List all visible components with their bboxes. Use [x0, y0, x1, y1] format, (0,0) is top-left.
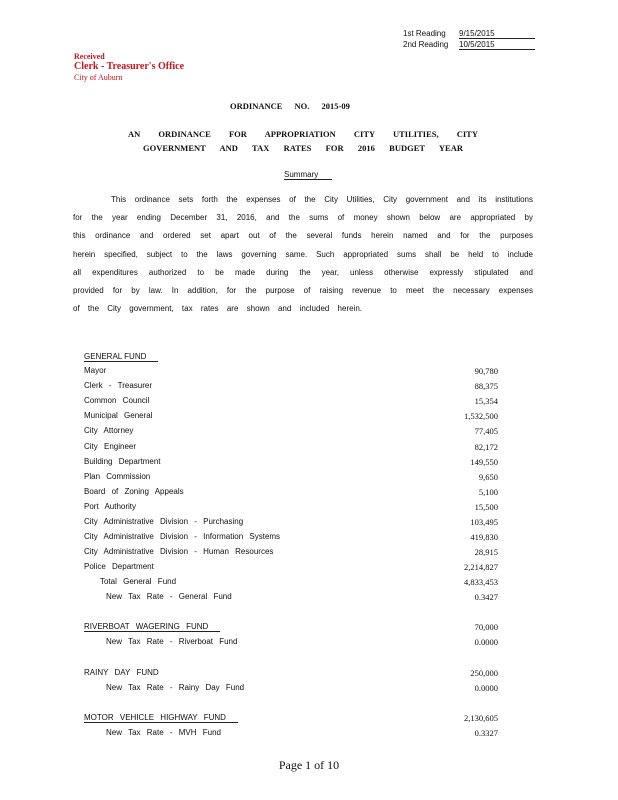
summary-text: This ordinance sets forth the expenses of the City Utilities, City government and its institutions for the year ending December 31, 2016, and the sums of money shown below are appropriated by this ordinance and ordered set apart out of the several funds herein named and for the purposes herein specified, subject to the laws governing same. Such appropriated sums shall be held to include all expenditures authorized to be made during the year, unless otherwise expressly stipulated and provided for by law. In addition, for the purpose of raising revenue to meet the necessary expenses of the City government, tax rates are shown and included herein. — [73, 195, 533, 314]
riverboat-row — [84, 622, 498, 637]
riverboat-rate-label: New Tax Rate - Riverboat Fund — [106, 637, 238, 646]
general-fund-item-label: City Administrative Division - Human Resources — [84, 547, 274, 557]
general-fund-item-amount: 5,100 — [478, 486, 498, 497]
mvh-amount: 2,130,605 — [464, 713, 498, 723]
general-fund-item-label: Board of Zoning Appeals — [84, 486, 184, 496]
received-stamp — [74, 52, 184, 83]
general-fund-item-amount: 1,532,500 — [464, 411, 498, 422]
general-fund-item-label: Clerk - Treasurer — [84, 381, 153, 391]
general-fund-item-row — [84, 411, 498, 426]
general-fund-item-row — [84, 502, 498, 517]
summary-heading: Summary — [284, 170, 332, 180]
mvh-row — [84, 713, 498, 728]
general-fund-item-amount: 15,354 — [474, 396, 498, 407]
ordinance-number: ORDINANCE NO. 2015-09 — [230, 101, 350, 111]
rainy-day-rate-label: New Tax Rate - Rainy Day Fund — [106, 683, 245, 692]
first-reading-date: 9/15/2015 — [459, 29, 535, 39]
stamp-line-1: Received — [74, 52, 105, 61]
general-fund-item-label: City Administrative Division - Purchasing — [84, 517, 244, 526]
mvh-rate-label: New Tax Rate - MVH Fund — [106, 728, 221, 737]
rainy-day-rate-row — [84, 683, 498, 698]
second-reading-date: 10/5/2015 — [459, 40, 535, 50]
general-fund-item-label: City Attorney — [84, 426, 134, 436]
rainy-day-rate-amount: 0.0000 — [474, 683, 498, 693]
riverboat-rate-amount: 0.0000 — [474, 637, 498, 647]
stamp-line-2: Clerk - Treasurer's Office — [74, 61, 185, 72]
ordinance-title-line-1: AN ORDINANCE FOR APPROPRIATION CITY UTILITIES, CITY — [128, 129, 478, 139]
general-fund-item-amount: 103,495 — [470, 517, 498, 527]
general-fund-item-row — [84, 457, 498, 472]
rainy-day-amount: 250,000 — [470, 668, 498, 678]
general-fund-item-row — [84, 472, 498, 487]
page-footer: Page 1 of 10 — [278, 758, 340, 772]
general-fund-item-row — [84, 381, 498, 396]
general-fund-item-row — [84, 426, 498, 441]
riverboat-rate-row — [84, 637, 498, 652]
general-fund-item-amount: 77,405 — [474, 426, 498, 437]
general-fund-rate-amount: 0.3427 — [474, 592, 498, 602]
general-fund-total-row — [84, 577, 498, 592]
general-fund-item-row — [84, 366, 498, 381]
general-fund-item-row — [84, 547, 498, 562]
general-fund-item-amount: 90,780 — [474, 366, 498, 376]
rainy-day-row — [84, 668, 498, 683]
general-fund-heading: GENERAL FUND — [84, 352, 158, 362]
general-fund-item-label: Common Council — [84, 396, 150, 406]
general-fund-total-amount: 4,833,453 — [464, 577, 498, 587]
general-fund-item-label: Port Authority — [84, 501, 137, 511]
general-fund-item-amount: 82,172 — [474, 441, 498, 452]
stamp-line-3: City of Auburn — [74, 73, 123, 82]
first-reading-label: 1st Reading — [403, 29, 446, 38]
general-fund-item-row — [84, 487, 498, 502]
general-fund-item-amount: 9,650 — [478, 471, 498, 482]
riverboat-heading: RIVERBOAT WAGERING FUND — [84, 622, 220, 632]
general-fund-item-row — [84, 396, 498, 411]
mvh-heading: MOTOR VEHICLE HIGHWAY FUND — [84, 713, 238, 723]
general-fund-item-row — [84, 562, 498, 577]
general-fund-item-amount: 15,500 — [474, 501, 498, 512]
mvh-rate-amount: 0.3327 — [474, 728, 498, 738]
general-fund-item-row — [84, 517, 498, 532]
summary-paragraph — [73, 191, 533, 318]
general-fund-item-label: Police Department — [84, 562, 154, 572]
second-reading-label: 2nd Reading — [403, 40, 449, 49]
general-fund-item-amount: 419,830 — [470, 532, 498, 543]
general-fund-rate-label: New Tax Rate - General Fund — [106, 592, 232, 601]
general-fund-item-amount: 28,915 — [474, 547, 498, 558]
general-fund-total-label: Total General Fund — [100, 577, 177, 586]
mvh-rate-row — [84, 728, 498, 743]
ordinance-title-line-2: GOVERNMENT AND TAX RATES FOR 2016 BUDGET YEAR — [143, 143, 463, 153]
general-fund-item-amount: 88,375 — [474, 381, 498, 392]
general-fund-item-label: Mayor — [84, 366, 107, 375]
general-fund-item-row — [84, 532, 498, 547]
general-fund-item-label: City Engineer — [84, 441, 137, 451]
riverboat-amount: 70,000 — [474, 622, 498, 632]
rainy-day-heading: RAINY DAY FUND — [84, 668, 159, 677]
general-fund-item-label: Plan Commission — [84, 471, 151, 481]
general-fund-item-label: Municipal General — [84, 411, 153, 421]
second-reading — [403, 40, 543, 52]
general-fund-rate-row — [84, 592, 498, 607]
general-fund-item-amount: 149,550 — [470, 456, 498, 467]
general-fund-item-label: Building Department — [84, 456, 161, 466]
general-fund-item-row — [84, 442, 498, 457]
general-fund-item-amount: 2,214,827 — [464, 562, 498, 573]
general-fund-item-label: City Administrative Division - Information Systems — [84, 532, 281, 542]
